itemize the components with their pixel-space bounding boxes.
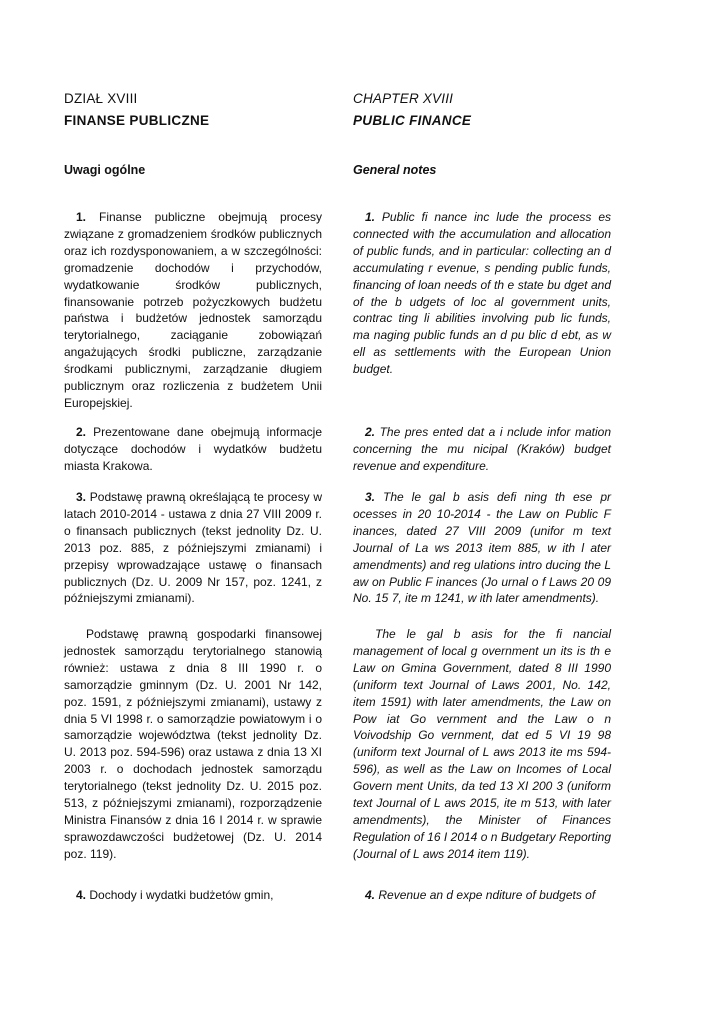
paragraph-text: Dochody i wydatki budżetów gmin, bbox=[89, 888, 274, 902]
paragraph-5-en bbox=[353, 887, 595, 904]
paragraph-text: Finanse publiczne obejmują procesy związane z gromadzeniem środków publicznych oraz ich rozdysponowaniem, a w szczególności: gromadzenie dochodów i przychodów, wydatkowanie środków publicznych, finansowanie potrzeb pożyczkowych budżetu państwa i budżetów jednostek samorządu terytorialnego, zaciąganie zobowiązań angażujących środki publiczne, zarządzanie środkami publicznymi, zarządzanie długiem publicznym oraz rozliczenia z budżetem Unii Europejskiej. bbox=[64, 210, 322, 410]
paragraph-4-pl bbox=[64, 626, 322, 863]
paragraph-text: Revenue an d expe nditure of budgets of bbox=[378, 888, 596, 902]
paragraph-text: The pres ented dat a i nclude infor mation concerning the mu nicipal (Kraków) budget revenue and expenditure. bbox=[353, 425, 611, 473]
paragraph-number: 3. bbox=[76, 490, 87, 504]
paragraph-number: 1. bbox=[365, 210, 376, 224]
paragraph-text: Prezentowane dane obejmują informacje dotyczące dochodów i wydatków budżetu miasta Krakowa. bbox=[64, 425, 322, 473]
paragraph-text: The le gal b asis for the fi nancial management of local g overnment un its is th e Law on Gmina Government, dated 8 III 1990 (uniform text Journal of Laws 2001, No. 142, item 1591) with later amendments, the Law on Pow iat Go vernment and the Law o n Voivodship Go vernment, dat ed 5 VI 19 98 (uniform text Journal of L aws 2013 ite ms 594-596), as well as the Law on Incomes of Local Govern ment Units, da ted 13 XI 200 3 (uniform text Journal of L aws 2015, ite m 513, with later amendments), the Minister of Finances Regulation of 16 I 2014 o n Budgetary Reporting (Journal of L aws 2014 item 119). bbox=[353, 627, 611, 861]
paragraph-3-pl bbox=[64, 489, 322, 607]
paragraph-2-en bbox=[353, 424, 611, 475]
chapter-title-en: PUBLIC FINANCE bbox=[353, 113, 472, 128]
paragraph-number: 1. bbox=[76, 210, 87, 224]
paragraph-number: 2. bbox=[365, 425, 376, 439]
paragraph-text: Podstawę prawną gospodarki finansowej jednostek samorządu terytorialnego stanowią również: ustawa z dnia 8 III 1990 r. o samorządzie gminnym (Dz. U. 2001 Nr 142, poz. 1591, z późniejszymi zmianami), ustawy z dnia 5 VI 1998 r. o samorządzie powiatowym i o samorządzie województwa (tekst jednolity Dz. U. 2013 poz. 594-596) oraz ustawa z dnia 13 XI 2003 r. o dochodach jednostek samorządu terytorialnego (tekst jednolity Dz. U. 2015 poz. 513, z późniejszymi zmianami), rozporządzenie Ministra Finansów z dnia 16 I 2014 r. w sprawie sprawozdawczości budżetowej (Dz. U. 2014 poz. 119). bbox=[64, 627, 322, 861]
paragraph-text: The le gal b asis defi ning th ese pr ocesses in 20 10-2014 - the Law on Public F inances, dated 27 VIII 2009 (unifor m text Journal of La ws 2013 item 885, w ith l ater amendments) and reg ulations intro ducing the L aw on Public F inances (Jo urnal o f Laws 20 09 No. 15 7, ite m 1241, w ith later amendments). bbox=[353, 490, 611, 606]
chapter-heading-en: CHAPTER XVIII bbox=[353, 91, 454, 106]
paragraph-text: Podstawę prawną określającą te procesy w latach 2010-2014 - ustawa z dnia 27 VIII 2009 r. o finansach publicznych (tekst jednolity Dz. U. 2013 poz. 885, z późniejszymi zmianami) i przepisy wprowadzające ustawę o finansach publicznych (Dz. U. 2009 Nr 157, poz. 1241, z późniejszymi zmianami). bbox=[64, 490, 322, 606]
chapter-heading-pl: DZIAŁ XVIII bbox=[64, 91, 138, 106]
paragraph-number: 4. bbox=[76, 888, 87, 902]
paragraph-number: 2. bbox=[76, 425, 87, 439]
paragraph-number: 4. bbox=[365, 888, 376, 902]
paragraph-number: 3. bbox=[365, 490, 376, 504]
paragraph-text: Public fi nance inc lude the process es connected with the accumulation and allocation of public funds, and in particular: collecting an d accumulating r evenue, s pending public funds, financing of loan needs of th e state bu dget and of the b udgets of loc al government units, contrac ting li abilities involving pub lic funds, ma naging public funds an d pu blic d ebt, as w ell as settlements with the European Union budget. bbox=[353, 210, 611, 377]
paragraph-1-en bbox=[353, 209, 611, 378]
chapter-title-pl: FINANSE PUBLICZNE bbox=[64, 113, 210, 128]
section-subtitle-en: General notes bbox=[353, 163, 437, 177]
paragraph-2-pl bbox=[64, 424, 322, 475]
section-subtitle-pl: Uwagi ogólne bbox=[64, 163, 146, 177]
paragraph-1-pl bbox=[64, 209, 322, 412]
paragraph-4-en bbox=[353, 626, 611, 863]
paragraph-3-en bbox=[353, 489, 611, 607]
paragraph-5-pl bbox=[64, 887, 273, 904]
